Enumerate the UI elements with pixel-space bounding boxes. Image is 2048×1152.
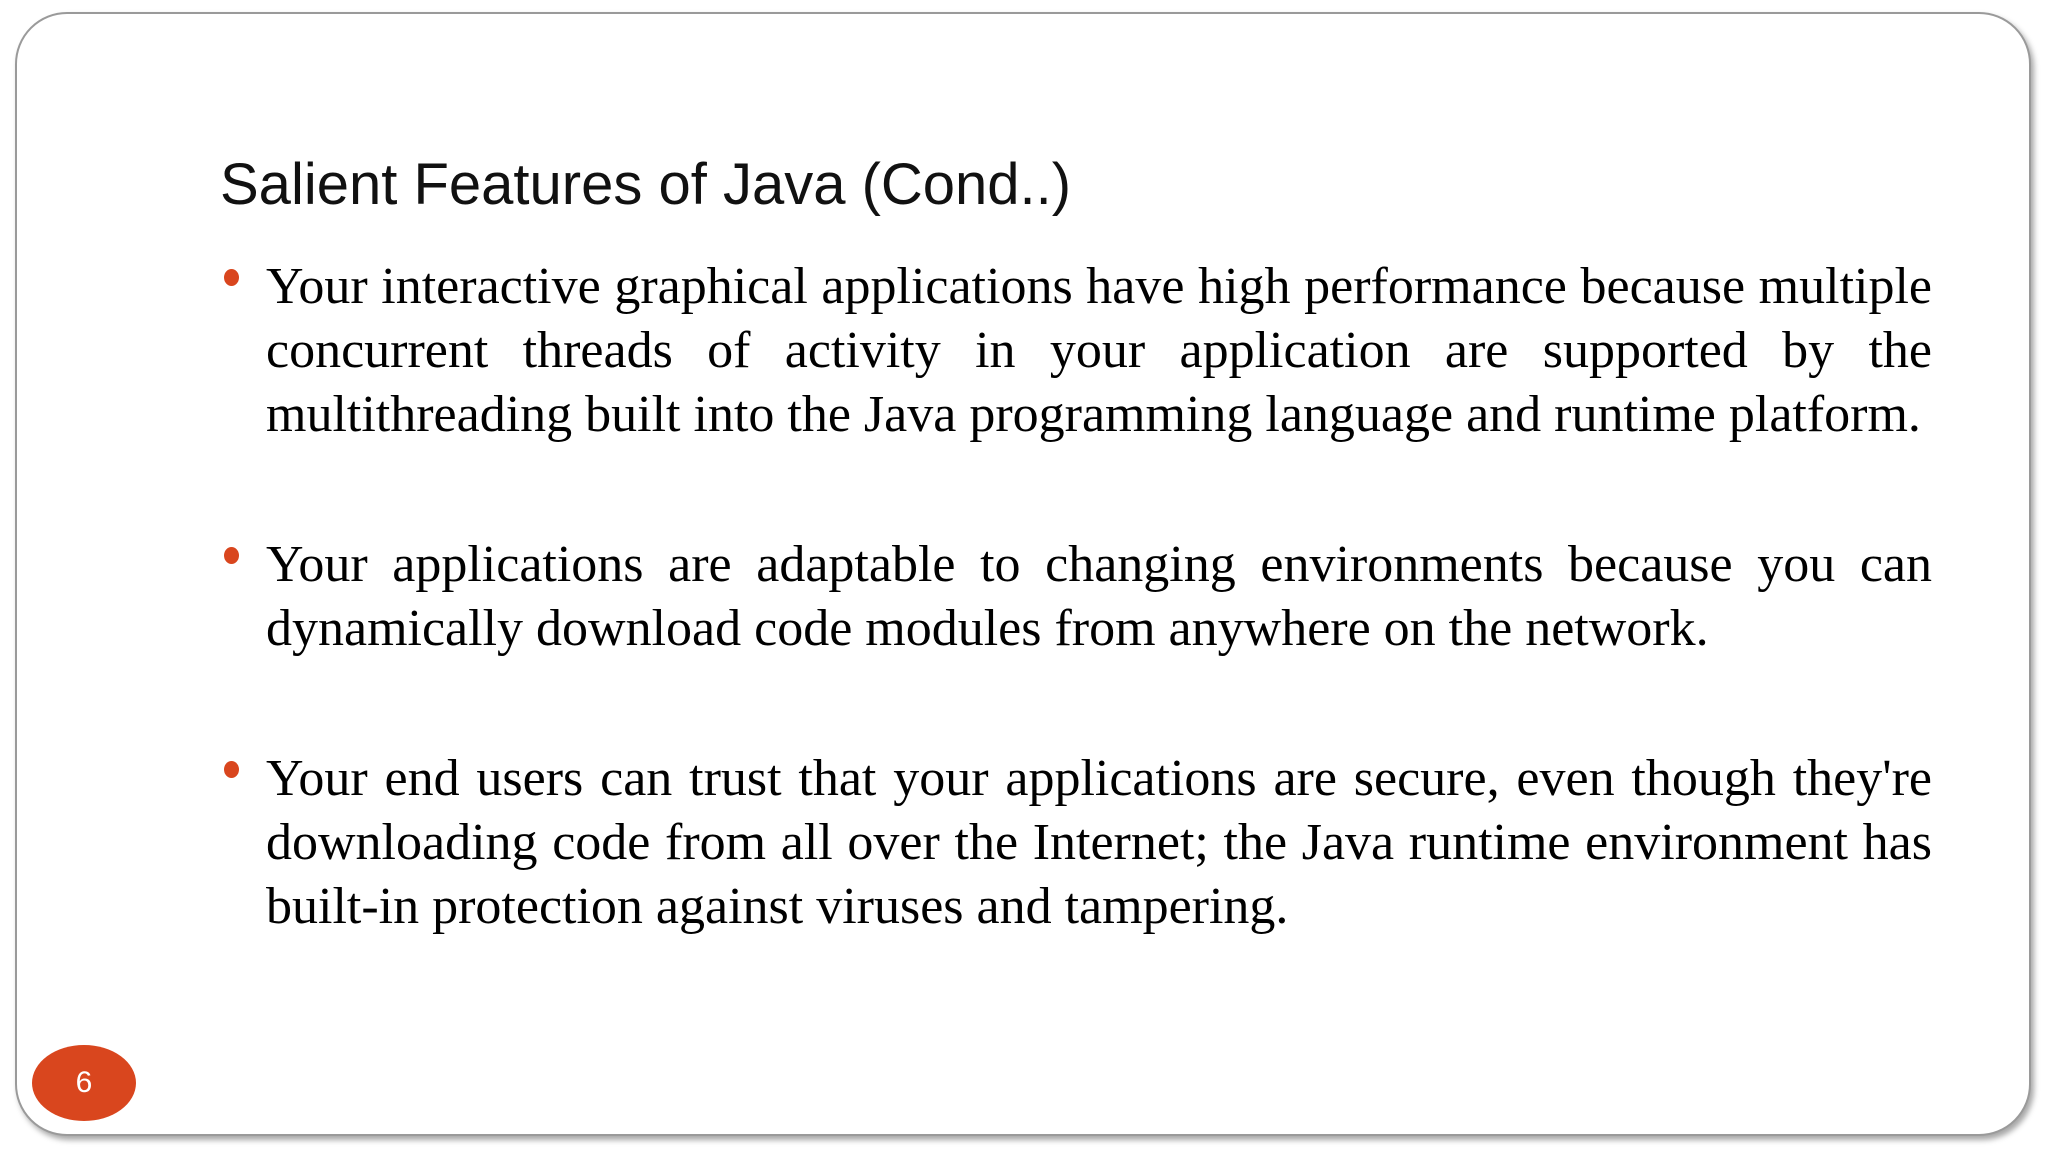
bullet-text: Your applications are adaptable to changing environments because you can dynamically download code modules from anywhere on the network. bbox=[266, 536, 1932, 657]
page-number-badge: 6 bbox=[32, 1045, 136, 1121]
bullet-item bbox=[220, 533, 1932, 661]
bullet-dot-icon bbox=[224, 761, 239, 778]
bullet-dot-icon bbox=[224, 547, 239, 564]
bullet-item bbox=[220, 747, 1932, 939]
bullet-text: Your end users can trust that your applications are secure, even though they're downloading code from all over the Internet; the Java runtime environment has built-in protection against viruses and tampering. bbox=[266, 750, 1932, 935]
slide-title: Salient Features of Java (Cond..) bbox=[220, 152, 1072, 217]
bullet-text: Your interactive graphical applications have high performance because multiple concurrent threads of activity in your application are supported by the multithreading built into the Java programming language and runtime platform. bbox=[266, 258, 1932, 443]
bullet-item bbox=[220, 255, 1932, 447]
bullet-dot-icon bbox=[224, 269, 239, 286]
bullet-list bbox=[220, 255, 1932, 939]
